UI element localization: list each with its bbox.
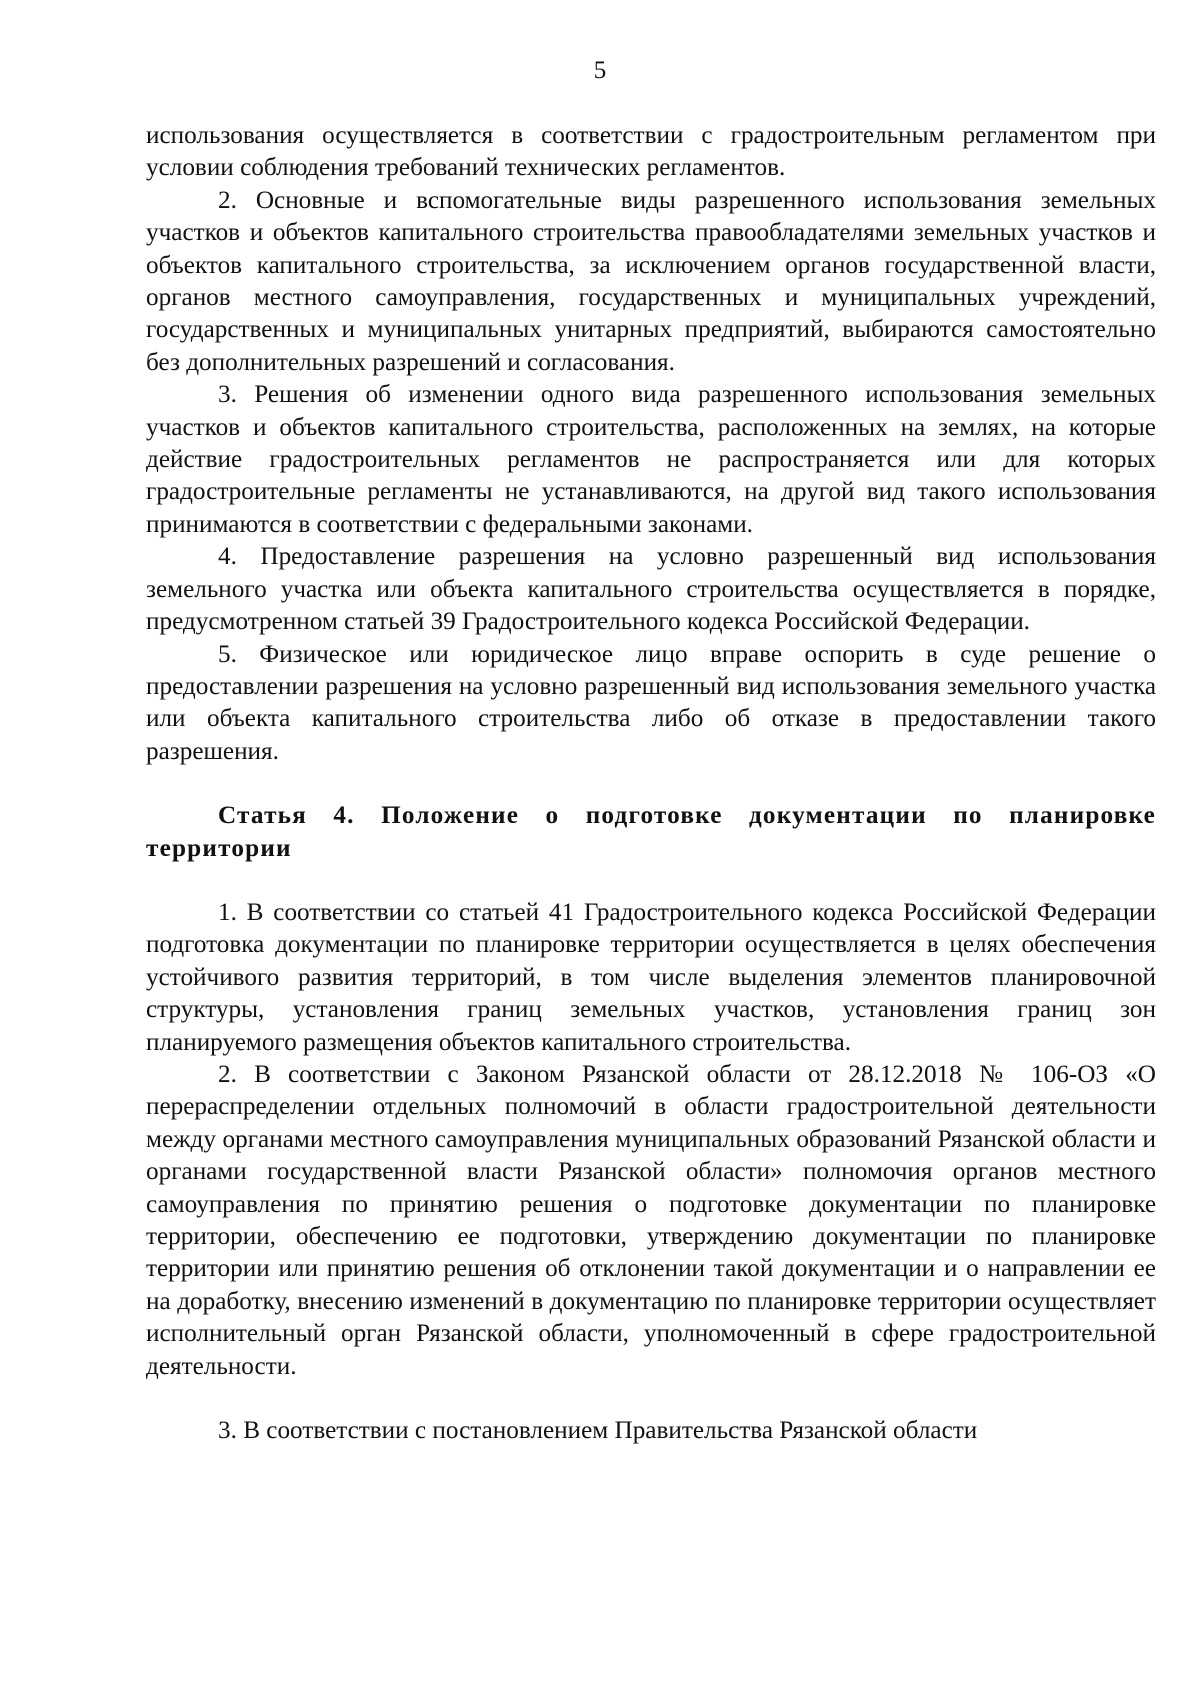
paragraph-continuation: использования осуществляется в соответствии с градостроительным регламентом при условии соблюдения требований технических регламентов.: [146, 122, 1156, 182]
paragraph-item-4: 4. Предоставление разрешения на условно разрешенный вид использования земельного участка или объекта капитального строительства осуществляется в порядке, предусмотренном статьей 39 Градостроительного кодекса Российской Федерации.: [146, 543, 1156, 636]
article4-paragraph-3: 3. В соответствии с постановлением Правительства Рязанской области: [218, 1417, 978, 1445]
document-body: [146, 120, 1156, 1447]
paragraph-item-2: 2. Основные и вспомогательные виды разрешенного использования земельных участков и объектов капитального строительства правообладателями земельных участков и объектов капитального строительства, за исключением органов государственной власти, органов местного самоуправления, государственных и муниципальных учреждений, государственных и муниципальных унитарных предприятий, выбираются самостоятельно без дополнительных разрешений и согласования.: [146, 186, 1156, 376]
paragraph-item-5: 5. Физическое или юридическое лицо вправе оспорить в суде решение о предоставлении разрешения на условно разрешенный вид использования земельного участка или объекта капитального строительства либо об отказе в предоставлении такого разрешения.: [146, 640, 1156, 765]
article4-paragraph-1: 1. В соответствии со статьей 41 Градостроительного кодекса Российской Федерации подготовка документации по планировке территории осуществляется в целях обеспечения устойчивого развития территорий, в том числе выделения элементов планировочной структуры, установления границ земельных участков, установления границ зон планируемого размещения объектов капитального строительства.: [146, 898, 1156, 1056]
article-heading: Статья 4. Положение о подготовке документации по планировке территории: [146, 802, 1156, 862]
article4-paragraph-2: 2. В соответствии с Законом Рязанской области от 28.12.2018 № 106-ОЗ «О перераспределении отдельных полномочий в области градостроительной деятельности между органами местного самоуправления муниципальных образований Рязанской области и органами государственной власти Рязанской области» полномочия органов местного самоуправления по принятию решения о подготовке документации по планировке территории, обеспечению ее подготовки, утверждению документации по планировке территории или принятию решения об отклонении такой документации и о направлении ее на доработку, внесению изменений в документацию по планировке территории осуществляет исполнительный орган Рязанской области, уполномоченный в сфере градостроительной деятельности.: [146, 1060, 1156, 1380]
paragraph-item-3: 3. Решения об изменении одного вида разрешенного использования земельных участков и объектов капитального строительства, расположенных на землях, на которые действие градостроительных регламентов не распространяется или для которых градостроительные регламенты не устанавливаются, на другой вид такого использования принимаются в соответствии с федеральными законами.: [146, 381, 1156, 538]
page-number: 5: [593, 57, 607, 84]
